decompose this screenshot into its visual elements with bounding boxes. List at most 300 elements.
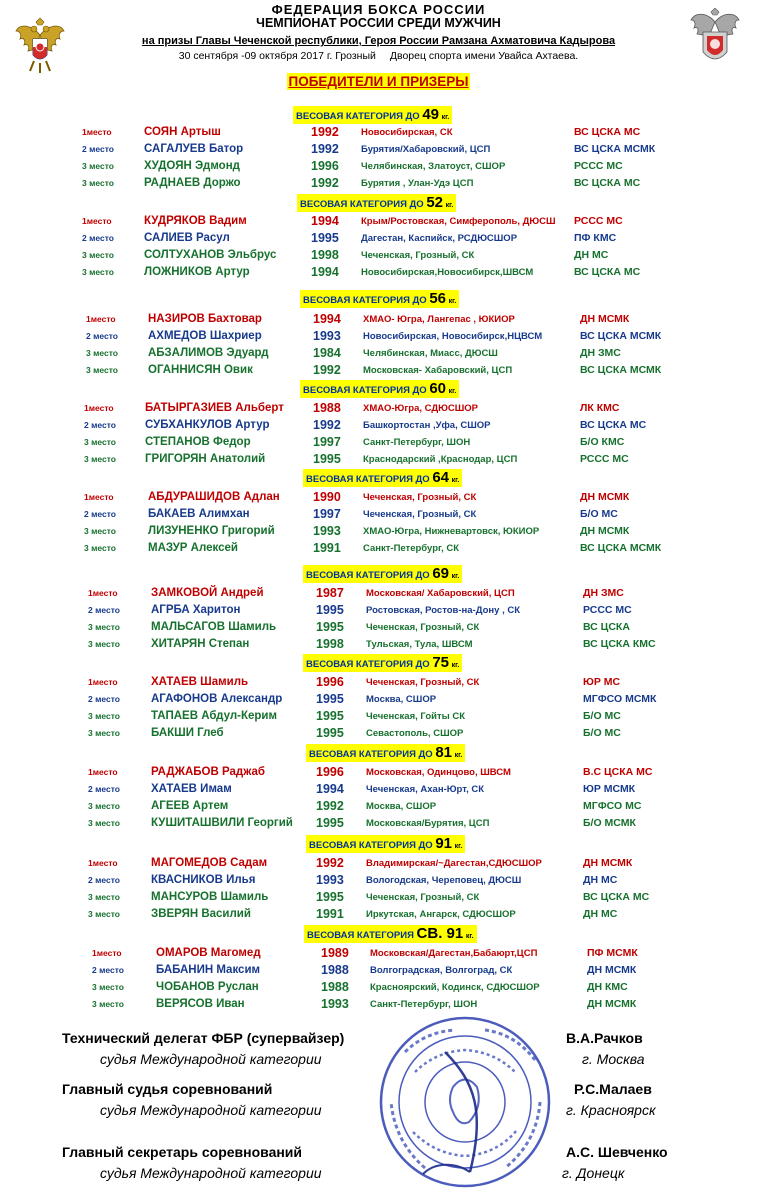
boxing-federation-emblem <box>687 8 743 72</box>
table-row <box>0 417 757 434</box>
table-row <box>0 230 757 247</box>
birth-year: 1995 <box>316 620 344 634</box>
place: 2 место <box>88 875 120 885</box>
rank: ВС ЦСКА МС <box>574 126 641 138</box>
boxer-name: ОГАННИСЯН Овик <box>148 364 253 376</box>
birth-year: 1990 <box>313 490 341 504</box>
weight-category-label <box>300 380 459 398</box>
boxer-name: ХУДОЯН Эдмонд <box>144 160 240 172</box>
weight-category-label <box>304 925 477 943</box>
table-row <box>0 674 757 691</box>
rank: РСCC МС <box>580 453 629 465</box>
birth-year: 1992 <box>313 363 341 377</box>
table-row <box>0 619 757 636</box>
region: Санкт-Петербург, ШОН <box>370 999 478 1010</box>
birth-year: 1991 <box>313 541 341 555</box>
rank: МГФСО МС <box>583 800 642 812</box>
rank: ДН МС <box>583 874 618 886</box>
rank: ВС ЦСКА МС <box>574 266 641 278</box>
category-prefix: ВЕСОВАЯ КАТЕГОРИЯ ДО <box>309 749 433 760</box>
signatory-name: А.С. Шевченко <box>566 1144 668 1160</box>
place: 3 место <box>92 999 124 1009</box>
table-row <box>0 798 757 815</box>
boxer-name: САЛИЕВ Расул <box>144 232 230 244</box>
table-row <box>0 962 757 979</box>
rank: ЛК КМС <box>580 402 620 414</box>
region: Севастополь, СШОР <box>366 728 464 739</box>
table-row <box>0 489 757 506</box>
region: Москва, СШОР <box>366 694 437 705</box>
region: Дагестан, Каспийск, РСДЮСШОР <box>361 233 518 244</box>
place: 1место <box>88 858 118 868</box>
federation-title: ФЕДЕРАЦИЯ БОКСА РОССИИ <box>271 2 486 17</box>
region: Новосибирская, Новосибирск,НЦВСМ <box>363 331 543 342</box>
region: Московская/ Хабаровский, ЦСП <box>366 588 515 599</box>
table-row <box>0 889 757 906</box>
table-row <box>0 434 757 451</box>
russian-eagle-emblem <box>14 17 66 77</box>
weight-category-label <box>306 835 465 853</box>
birth-year: 1995 <box>316 816 344 830</box>
region: Бурятия , Улан-Удэ ЦСП <box>361 178 474 189</box>
category-prefix: ВЕСОВАЯ КАТЕГОРИЯ <box>307 930 414 941</box>
place: 2 место <box>88 784 120 794</box>
rank: ПФ КМС <box>574 232 617 244</box>
category-weight: 81 <box>435 744 453 761</box>
place: 1место <box>88 677 118 687</box>
birth-year: 1997 <box>313 507 341 521</box>
region: Челябинская, Златоуст, СШОР <box>361 161 506 172</box>
place: 3 место <box>88 728 120 738</box>
boxer-name: АБЗАЛИМОВ Эдуард <box>148 347 269 359</box>
region: Новосибирская, СК <box>361 127 453 138</box>
weight-category-label <box>306 744 465 762</box>
birth-year: 1996 <box>316 765 344 779</box>
signatory-title: судья Международной категории <box>100 1165 322 1181</box>
birth-year: 1994 <box>311 265 339 279</box>
table-row <box>0 945 757 962</box>
category-unit: кг. <box>451 573 460 580</box>
region: ХМАО- Югра, Лангепас , ЮКИОР <box>363 314 515 325</box>
rank: ДН МС <box>583 908 618 920</box>
boxer-name: ЧОБАНОВ Руслан <box>156 981 259 993</box>
birth-year: 1984 <box>313 346 341 360</box>
table-row <box>0 362 757 379</box>
region: Чеченская, Грозный, СК <box>366 622 480 633</box>
championship-title: ЧЕМПИОНАТ РОССИИ СРЕДИ МУЖЧИН <box>256 16 501 30</box>
boxer-name: ЛИЗУНЕНКО Григорий <box>148 525 275 537</box>
table-row <box>0 506 757 523</box>
place: 1место <box>88 588 118 598</box>
rank: Б/О КМС <box>580 436 625 448</box>
region: Челябинская, Миасс, ДЮСШ <box>363 348 498 359</box>
place: 3 место <box>82 178 114 188</box>
place: 3 место <box>84 526 116 536</box>
place: 1место <box>88 767 118 777</box>
boxer-name: ХАТАЕВ Шамиль <box>151 676 249 688</box>
boxer-name: СОЯН Артыш <box>144 126 221 138</box>
rank: РСCC МС <box>574 160 623 172</box>
rank: ВС ЦСКА МСМК <box>580 542 662 554</box>
birth-year: 1995 <box>316 692 344 706</box>
weight-category-label <box>303 469 462 487</box>
place: 1место <box>92 948 122 958</box>
region: Красноярский, Кодинск, СДЮСШОР <box>370 982 540 993</box>
birth-year: 1988 <box>321 980 349 994</box>
signatory-title: судья Международной категории <box>100 1102 322 1118</box>
table-row <box>0 764 757 781</box>
region: Бурятия/Хабаровский, ЦСП <box>361 144 491 155</box>
rank: ДН КМС <box>587 981 628 993</box>
table-row <box>0 175 757 192</box>
signatory-role: Главный судья соревнований <box>62 1081 273 1097</box>
table-row <box>0 691 757 708</box>
rank: ДН ЗМС <box>580 347 621 359</box>
place: 3 место <box>84 543 116 553</box>
table-row <box>0 158 757 175</box>
place: 2 место <box>82 144 114 154</box>
place: 1место <box>82 216 112 226</box>
boxer-name: ЗВЕРЯН Василий <box>151 908 251 920</box>
place: 3 место <box>82 267 114 277</box>
place: 3 место <box>82 250 114 260</box>
region: Тульская, Тула, ШВСМ <box>366 639 473 650</box>
rank: ВС ЦСКА МСМК <box>574 143 656 155</box>
birth-year: 1995 <box>316 709 344 723</box>
region: Чеченская, Грозный, СК <box>363 492 477 503</box>
place: 1место <box>86 314 116 324</box>
place: 3 место <box>82 161 114 171</box>
region: Московская/Дагестан,Бабаюрт,ЦСП <box>370 948 538 959</box>
category-weight: 69 <box>432 565 450 582</box>
table-row <box>0 345 757 362</box>
region: Чеченская, Грозный, СК <box>361 250 475 261</box>
category-unit: кг. <box>451 662 460 669</box>
weight-category-label <box>300 290 459 308</box>
region: Волгоградская, Волгоград, СК <box>370 965 513 976</box>
birth-year: 1987 <box>316 586 344 600</box>
table-row <box>0 602 757 619</box>
dates: 30 сентября -09 октября 2017 г. Грозный <box>178 50 376 62</box>
region: Московская/Бурятия, ЦСП <box>366 818 490 829</box>
table-row <box>0 141 757 158</box>
region: Московская, Одинцово, ШВСМ <box>366 767 511 778</box>
birth-year: 1995 <box>316 726 344 740</box>
region: Санкт-Петербург, СК <box>363 543 460 554</box>
birth-year: 1992 <box>311 142 339 156</box>
boxer-name: МАГОМЕДОВ Садам <box>151 857 268 869</box>
rank: ДН МСМК <box>580 491 630 503</box>
table-row <box>0 708 757 725</box>
place: 3 место <box>86 348 118 358</box>
region: Санкт-Петербург, ШОН <box>363 437 471 448</box>
place: 2 место <box>84 420 116 430</box>
rank: ДН МСМК <box>580 313 630 325</box>
boxer-name: МАЛЬСАГОВ Шамиль <box>151 621 277 633</box>
rank: ВС ЦСКА МС <box>583 891 650 903</box>
prize-line: на призы Главы Чеченской республики, Героя России Рамзана Ахматовича Кадырова <box>141 35 616 47</box>
winners-heading <box>0 73 757 91</box>
rank: ВС ЦСКА МС <box>574 177 641 189</box>
table-row <box>0 400 757 417</box>
birth-year: 1992 <box>313 418 341 432</box>
birth-year: 1998 <box>316 637 344 651</box>
birth-year: 1989 <box>321 946 349 960</box>
birth-year: 1992 <box>311 176 339 190</box>
boxer-name: ЛОЖНИКОВ Артур <box>144 266 250 278</box>
place: 3 место <box>88 639 120 649</box>
signatory-role: Технический делегат ФБР (супервайзер) <box>62 1030 345 1046</box>
place: 2 место <box>92 965 124 975</box>
rank: ДН ЗМС <box>583 587 624 599</box>
boxer-name: АБДУРАШИДОВ Адлан <box>148 491 280 503</box>
boxer-name: КВАСНИКОВ Илья <box>151 874 256 886</box>
date-venue-line <box>0 50 757 62</box>
category-prefix: ВЕСОВАЯ КАТЕГОРИЯ ДО <box>300 199 424 210</box>
boxer-name: МАНСУРОВ Шамиль <box>151 891 269 903</box>
table-row <box>0 247 757 264</box>
birth-year: 1993 <box>316 873 344 887</box>
place: 1место <box>84 403 114 413</box>
birth-year: 1992 <box>311 125 339 139</box>
category-unit: кг. <box>454 843 463 850</box>
boxer-name: МАЗУР Алексей <box>148 542 238 554</box>
weight-category-label <box>297 194 456 212</box>
weight-category-label <box>303 654 462 672</box>
signatory-city: г. Красноярск <box>566 1102 656 1118</box>
table-row <box>0 855 757 872</box>
boxer-name: СОЛТУХАНОВ Эльбрус <box>144 249 277 261</box>
boxer-name: АГРБА Харитон <box>151 604 241 616</box>
rank: ПФ МСМК <box>587 947 638 959</box>
boxer-name: ЗАМКОВОЙ Андрей <box>151 587 264 599</box>
region: Чеченская, Грозный, СК <box>366 892 480 903</box>
birth-year: 1996 <box>311 159 339 173</box>
rank: Б/О МС <box>583 727 621 739</box>
place: 3 место <box>86 365 118 375</box>
place: 3 место <box>88 892 120 902</box>
birth-year: 1988 <box>313 401 341 415</box>
category-weight: 56 <box>429 290 447 307</box>
boxer-name: СУБХАНКУЛОВ Артур <box>145 419 270 431</box>
boxer-name: НАЗИРОВ Бахтовар <box>148 313 262 325</box>
category-prefix: ВЕСОВАЯ КАТЕГОРИЯ ДО <box>306 474 430 485</box>
birth-year: 1992 <box>316 799 344 813</box>
boxer-name: ОМАРОВ Магомед <box>156 947 261 959</box>
boxer-name: АХМЕДОВ Шахриер <box>148 330 262 342</box>
place: 3 место <box>84 437 116 447</box>
place: 2 место <box>82 233 114 243</box>
category-unit: кг. <box>465 933 474 940</box>
table-row <box>0 725 757 742</box>
category-weight: 91 <box>435 835 453 852</box>
table-row <box>0 996 757 1013</box>
region: ХМАО-Югра, Нижневартовск, ЮКИОР <box>363 526 540 537</box>
place: 3 место <box>88 622 120 632</box>
region: Иркутская, Ангарск, СДЮСШОР <box>366 909 516 920</box>
region: Вологодская, Череповец, ДЮСШ <box>366 875 522 886</box>
category-weight: 49 <box>422 106 440 123</box>
boxer-name: ТАПАЕВ Абдул-Керим <box>151 710 278 722</box>
category-unit: кг. <box>454 752 463 759</box>
official-stamp <box>375 1012 555 1192</box>
birth-year: 1998 <box>311 248 339 262</box>
region: ХМАО-Югра, СДЮСШОР <box>363 403 478 414</box>
region: Чеченская, Ахан-Юрт, СК <box>366 784 485 795</box>
birth-year: 1992 <box>316 856 344 870</box>
category-prefix: ВЕСОВАЯ КАТЕГОРИЯ ДО <box>306 570 430 581</box>
birth-year: 1997 <box>313 435 341 449</box>
signatory-title: судья Международной категории <box>100 1051 322 1067</box>
rank: ЮР МС <box>583 676 621 688</box>
table-row <box>0 585 757 602</box>
region: Владимирская/~Дагестан,СДЮСШОР <box>366 858 542 869</box>
rank: ВС ЦСКА <box>583 621 630 633</box>
boxer-name: САГАЛУЕВ Батор <box>144 143 244 155</box>
category-unit: кг. <box>451 477 460 484</box>
table-row <box>0 540 757 557</box>
birth-year: 1988 <box>321 963 349 977</box>
rank: ВС ЦСКА МСМК <box>580 364 662 376</box>
category-unit: кг. <box>448 388 457 395</box>
category-weight: 52 <box>426 194 444 211</box>
category-prefix: ВЕСОВАЯ КАТЕГОРИЯ ДО <box>296 111 420 122</box>
region: Москва, СШОР <box>366 801 437 812</box>
region: Московская- Хабаровский, ЦСП <box>363 365 513 376</box>
boxer-name: РАДЖАБОВ Раджаб <box>151 766 266 778</box>
birth-year: 1993 <box>313 524 341 538</box>
signatory-name: В.А.Рачков <box>566 1030 643 1046</box>
region: Чеченская, Грозный, СК <box>366 677 480 688</box>
rank: ВС ЦСКА МС <box>580 419 647 431</box>
signatory-city: г. Донецк <box>562 1165 625 1181</box>
place: 3 место <box>88 711 120 721</box>
birth-year: 1995 <box>311 231 339 245</box>
region: Чеченская, Грозный, СК <box>363 509 477 520</box>
place: 1место <box>84 492 114 502</box>
signatory-name: Р.С.Малаев <box>574 1081 652 1097</box>
category-prefix: ВЕСОВАЯ КАТЕГОРИЯ ДО <box>306 659 430 670</box>
region: Краснодарский ,Краснодар, ЦСП <box>363 454 518 465</box>
table-row <box>0 328 757 345</box>
table-row <box>0 781 757 798</box>
table-row <box>0 872 757 889</box>
place: 3 место <box>88 909 120 919</box>
place: 1место <box>82 127 112 137</box>
place: 2 место <box>84 509 116 519</box>
rank: ДН МС <box>574 249 609 261</box>
birth-year: 1996 <box>316 675 344 689</box>
category-weight: 64 <box>432 469 450 486</box>
table-row <box>0 979 757 996</box>
table-row <box>0 636 757 653</box>
boxer-name: АГЕЕВ Артем <box>151 800 229 812</box>
signatory-role: Главный секретарь соревнований <box>62 1144 303 1160</box>
place: 3 место <box>88 801 120 811</box>
birth-year: 1995 <box>313 452 341 466</box>
place: 2 место <box>88 605 120 615</box>
category-prefix: ВЕСОВАЯ КАТЕГОРИЯ ДО <box>309 840 433 851</box>
boxer-name: СТЕПАНОВ Федор <box>145 436 251 448</box>
category-weight: СВ. 91 <box>416 925 464 942</box>
category-unit: кг. <box>441 114 450 121</box>
rank: РСCC МС <box>583 604 632 616</box>
signatory-city: г. Москва <box>582 1051 645 1067</box>
rank: ДН МСМК <box>587 998 637 1010</box>
boxer-name: БАБАНИН Максим <box>156 964 261 976</box>
rank: ВС ЦСКА МСМК <box>580 330 662 342</box>
boxer-name: ХАТАЕВ Имам <box>151 783 232 795</box>
table-row <box>0 815 757 832</box>
boxer-name: БАКШИ Глеб <box>151 727 224 739</box>
birth-year: 1995 <box>316 890 344 904</box>
weight-category-label <box>293 106 452 124</box>
boxer-name: ВЕРЯСОВ Иван <box>156 998 245 1010</box>
boxer-name: БАТЫРГАЗИЕВ Альберт <box>145 402 284 414</box>
boxer-name: АГАФОНОВ Александр <box>151 693 283 705</box>
place: 2 место <box>86 331 118 341</box>
boxer-name: БАКАЕВ Алимхан <box>148 508 250 520</box>
table-row <box>0 124 757 141</box>
rank: В.С ЦСКА МС <box>583 766 653 778</box>
place: 2 место <box>88 694 120 704</box>
region: Чеченская, Гойты СК <box>366 711 466 722</box>
rank: РСCC МС <box>574 215 623 227</box>
place: 3 место <box>88 818 120 828</box>
region: Новосибирская,Новосибирск,ШВСМ <box>361 267 534 278</box>
boxer-name: ХИТАРЯН Степан <box>151 638 250 650</box>
boxer-name: ГРИГОРЯН Анатолий <box>145 453 266 465</box>
birth-year: 1994 <box>316 782 344 796</box>
table-row <box>0 311 757 328</box>
category-weight: 60 <box>429 380 447 397</box>
table-row <box>0 451 757 468</box>
birth-year: 1993 <box>321 997 349 1011</box>
boxer-name: КУШИТАШВИЛИ Георгий <box>151 817 293 829</box>
rank: ЮР МСМК <box>583 783 636 795</box>
category-unit: кг. <box>445 202 454 209</box>
category-weight: 75 <box>432 654 450 671</box>
region: Башкортостан ,Уфа, СШОР <box>363 420 491 431</box>
table-row <box>0 906 757 923</box>
table-row <box>0 523 757 540</box>
boxer-name: РАДНАЕВ Доржо <box>144 177 241 189</box>
rank: ДН МСМК <box>580 525 630 537</box>
table-row <box>0 213 757 230</box>
rank: ВС ЦСКА КМС <box>583 638 656 650</box>
birth-year: 1995 <box>316 603 344 617</box>
rank: МГФСО МСМК <box>583 693 657 705</box>
boxer-name: КУДРЯКОВ Вадим <box>144 215 247 227</box>
place: 3 место <box>84 454 116 464</box>
rank: Б/О МС <box>583 710 621 722</box>
region: Ростовская, Ростов-на-Дону , СК <box>366 605 521 616</box>
birth-year: 1993 <box>313 329 341 343</box>
region: Крым/Ростовская, Симферополь, ДЮСШ <box>361 216 556 227</box>
birth-year: 1994 <box>311 214 339 228</box>
birth-year: 1991 <box>316 907 344 921</box>
rank: Б/О МСМК <box>583 817 636 829</box>
birth-year: 1994 <box>313 312 341 326</box>
rank: ДН МСМК <box>583 857 633 869</box>
category-prefix: ВЕСОВАЯ КАТЕГОРИЯ ДО <box>303 385 427 396</box>
place: 3 место <box>92 982 124 992</box>
rank: ДН МСМК <box>587 964 637 976</box>
category-prefix: ВЕСОВАЯ КАТЕГОРИЯ ДО <box>303 295 427 306</box>
rank: Б/О МС <box>580 508 618 520</box>
venue: Дворец спорта имени Увайса Ахтаева. <box>389 50 579 62</box>
winners-title: ПОБЕДИТЕЛИ И ПРИЗЕРЫ <box>288 74 469 89</box>
